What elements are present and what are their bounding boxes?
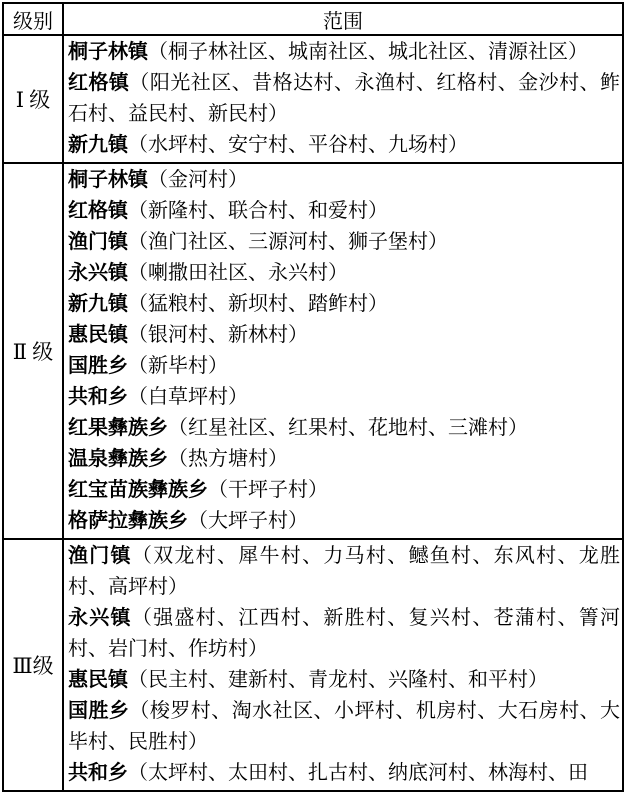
level-scope-table: [2, 2, 624, 792]
scope-entry: [68, 541, 620, 603]
village-list: （梭罗村、淘水社区、小坪村、机房村、大石房村、大毕村、民胜村）: [68, 700, 621, 753]
header-level: 级别: [3, 3, 63, 35]
town-name: 新九镇: [68, 293, 128, 315]
village-list: （强盛村、江西村、新胜村、复兴村、苍蒲村、箐河村、岩门村、作坊村）: [68, 607, 621, 660]
scope-entry: [68, 382, 620, 413]
scope-entry: [68, 68, 620, 130]
town-name: 国胜乡: [68, 355, 128, 377]
scope-entry: [68, 351, 620, 382]
town-name: 惠民镇: [68, 324, 128, 346]
village-list: （大坪子村）: [188, 510, 308, 532]
village-list: （双龙村、犀牛村、力马村、鳡鱼村、东风村、龙胜村、高坪村）: [68, 545, 621, 598]
table-row: [3, 539, 623, 791]
town-name: 国胜乡: [68, 700, 130, 722]
town-name: 永兴镇: [68, 262, 128, 284]
village-list: （银河村、新林村）: [128, 324, 308, 346]
header-scope: 范围: [63, 3, 623, 35]
village-list: （红星社区、红果村、花地村、三滩村）: [168, 417, 528, 439]
village-list: （猛粮村、新坝村、踏鲊村）: [128, 293, 388, 315]
table-row: [3, 35, 623, 163]
town-name: 红格镇: [68, 72, 130, 94]
town-name: 共和乡: [68, 762, 128, 784]
scope-entry: [68, 289, 620, 320]
scope-entry: [68, 258, 620, 289]
level-label: Ⅲ级: [3, 539, 63, 791]
scope-cell: [63, 163, 623, 539]
town-name: 红格镇: [68, 200, 128, 222]
town-name: 渔门镇: [68, 545, 132, 567]
scope-entry: [68, 196, 620, 227]
scope-cell: [63, 35, 623, 163]
town-name: 红宝苗族彝族乡: [68, 479, 208, 501]
level-label: Ⅱ 级: [3, 163, 63, 539]
scope-entry: [68, 37, 620, 68]
scope-entry: [68, 320, 620, 351]
header-row: [3, 3, 623, 35]
village-list: （民主村、建新村、青龙村、兴隆村、和平村）: [128, 669, 548, 691]
scope-entry: [68, 130, 620, 161]
village-list: （热方塘村）: [168, 448, 288, 470]
town-name: 桐子林镇: [68, 41, 148, 63]
scope-entry: [68, 696, 620, 758]
scope-entry: [68, 506, 620, 537]
village-list: （水坪村、安宁村、平谷村、九场村）: [128, 134, 468, 156]
scope-entry: [68, 758, 620, 789]
scope-entry: [68, 413, 620, 444]
village-list: （干坪子村）: [208, 479, 328, 501]
village-list: （阳光社区、昔格达村、永渔村、红格村、金沙村、鲊石村、益民村、新民村）: [68, 72, 621, 125]
scope-entry: [68, 227, 620, 258]
village-list: （新隆村、联合村、和爱村）: [128, 200, 388, 222]
town-name: 惠民镇: [68, 669, 128, 691]
town-name: 永兴镇: [68, 607, 132, 629]
village-list: （金河村）: [148, 169, 248, 191]
village-list: （渔门社区、三源河村、狮子堡村）: [128, 231, 448, 253]
town-name: 共和乡: [68, 386, 128, 408]
village-list: （桐子林社区、城南社区、城北社区、清源社区）: [148, 41, 588, 63]
scope-entry: [68, 603, 620, 665]
scope-cell: [63, 539, 623, 791]
scope-entry: [68, 444, 620, 475]
town-name: 温泉彝族乡: [68, 448, 168, 470]
table-body: [3, 35, 623, 791]
village-list: （太坪村、太田村、扎古村、纳底河村、林海村、田: [128, 762, 588, 784]
town-name: 格萨拉彝族乡: [68, 510, 188, 532]
village-list: （喇撒田社区、永兴村）: [128, 262, 348, 284]
scope-entry: [68, 665, 620, 696]
level-label: Ⅰ 级: [3, 35, 63, 163]
town-name: 桐子林镇: [68, 169, 148, 191]
table-row: [3, 163, 623, 539]
village-list: （新毕村）: [128, 355, 228, 377]
town-name: 渔门镇: [68, 231, 128, 253]
town-name: 新九镇: [68, 134, 128, 156]
village-list: （白草坪村）: [128, 386, 248, 408]
scope-entry: [68, 475, 620, 506]
scope-entry: [68, 165, 620, 196]
town-name: 红果彝族乡: [68, 417, 168, 439]
